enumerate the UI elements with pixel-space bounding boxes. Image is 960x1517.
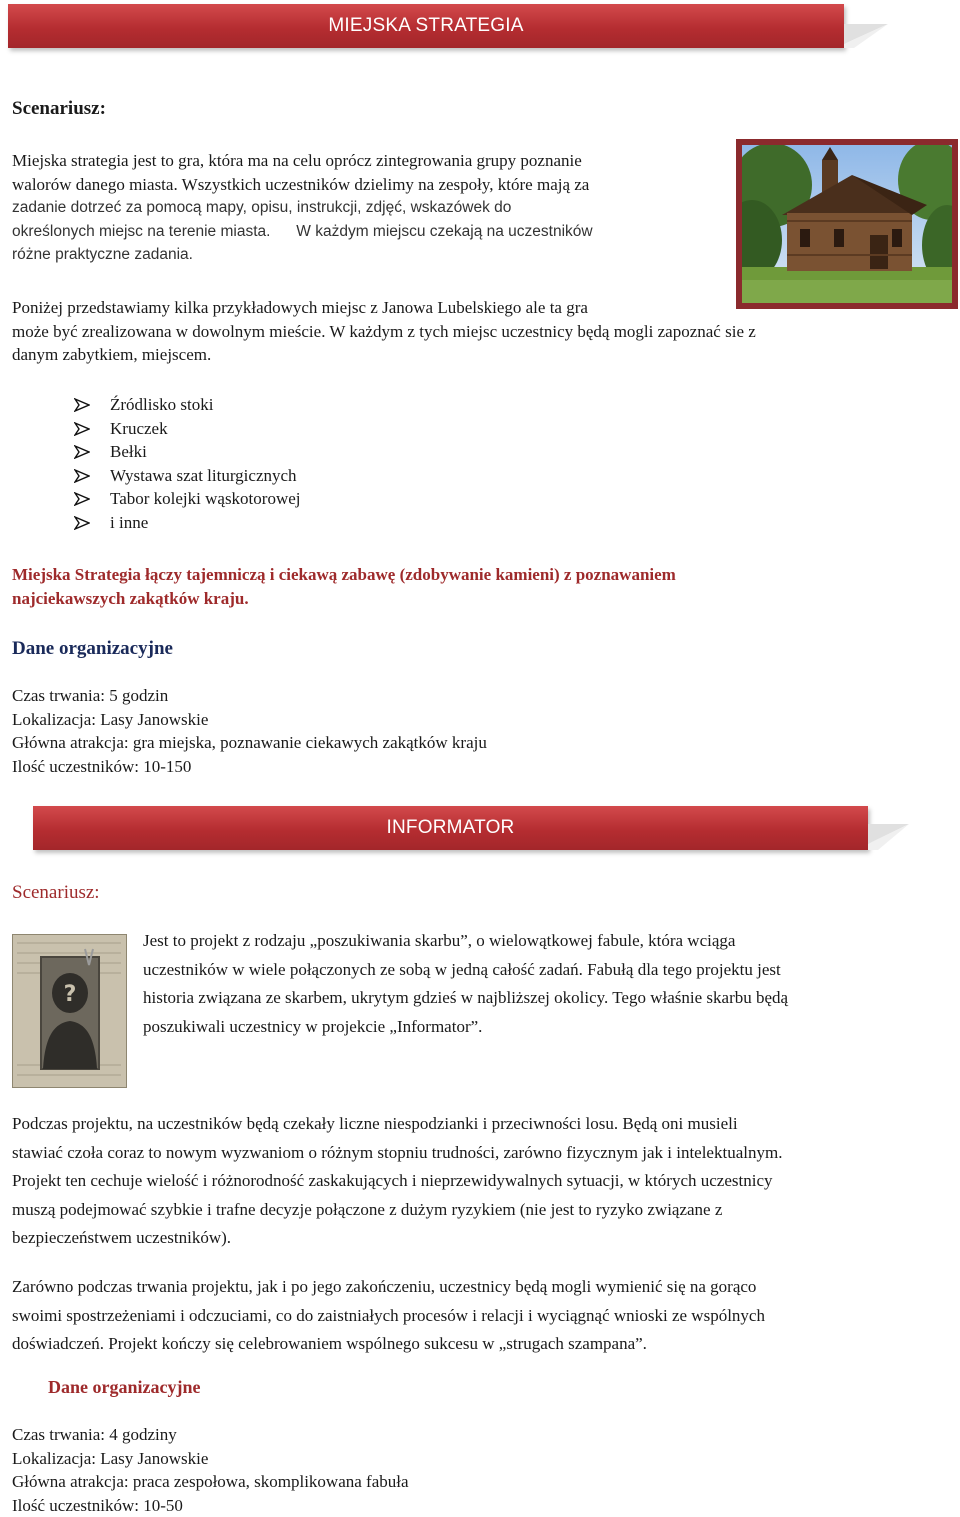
place-name: Bełki <box>110 442 147 461</box>
informator-paragraph-1 <box>12 1110 957 1253</box>
mystery-silhouette-illustration <box>13 935 126 1087</box>
arrowhead-bullet-icon <box>74 398 90 412</box>
paragraph-line: bezpieczeństwem uczestników). <box>12 1224 957 1253</box>
intro-line: uczestników w wiele połączonych ze sobą w jedną całość zadań. Fabułą dla tego projektu jest <box>143 956 943 985</box>
banner-title: INFORMATOR <box>33 806 868 850</box>
org-detail-line: Główna atrakcja: gra miejska, poznawanie ciekawych zakątków kraju <box>12 731 812 755</box>
org-detail-line: Główna atrakcja: praca zespołowa, skomplikowana fabuła <box>12 1470 812 1494</box>
scenario-heading: Scenariusz: <box>12 882 100 904</box>
places-line: Poniżej przedstawiamy kilka przykładowych miejsc z Janowa Lubelskiego ale ta gra <box>12 296 952 320</box>
intro-line: walorów danego miasta. Wszystkich uczestników dzielimy na zespoły, które mają za <box>12 173 732 197</box>
banner-tail-shape <box>868 806 909 850</box>
places-line: danym zabytkiem, miejscem. <box>12 343 952 367</box>
wooden-church-photo <box>736 139 958 309</box>
highlight-line: Miejska Strategia łączy tajemniczą i ciekawą zabawę (zdobywanie kamieni) z poznawaniem <box>12 563 952 587</box>
intro-line: różne praktyczne zadania. <box>12 243 732 267</box>
banner-bar <box>33 806 868 850</box>
place-name: i inne <box>110 513 148 532</box>
list-item <box>12 487 612 511</box>
paragraph-line: Podczas projektu, na uczestników będą czekały liczne niespodzianki i przeciwności losu. Będą oni musieli <box>12 1110 957 1139</box>
list-item <box>12 440 612 464</box>
org-heading: Dane organizacyjne <box>48 1377 200 1398</box>
org-detail-line: Czas trwania: 5 godzin <box>12 684 812 708</box>
place-name: Wystawa szat liturgicznych <box>110 466 297 485</box>
place-name: Kruczek <box>110 419 168 438</box>
intro-paragraph <box>12 149 732 267</box>
list-item <box>12 464 612 488</box>
places-paragraph <box>12 296 952 367</box>
list-item <box>12 417 612 441</box>
arrowhead-bullet-icon <box>74 516 90 530</box>
org-detail-line: Lokalizacja: Lasy Janowskie <box>12 1447 812 1471</box>
section-banner-informator <box>33 806 909 850</box>
org-details <box>12 1423 812 1517</box>
list-item <box>12 511 612 535</box>
intro-line: historia związana ze skarbem, ukrytym gdzieś w najbliższej okolicy. Tego właśnie skarbu będą <box>143 984 943 1013</box>
paragraph-line: stawiać czoła coraz to nowym wyzwaniom o różnym stopniu trudności, zarówno fizycznym jak i intelektualnym. <box>12 1139 957 1168</box>
banner-tail-shape <box>844 4 888 48</box>
list-item <box>12 393 612 417</box>
paragraph-line: swoimi spostrzeżeniami i odczuciami, co do zaistniałych procesów i relacji i wyciągnąć wnioski ze wspólnych <box>12 1302 957 1331</box>
paragraph-line: Projekt ten cechuje wielość i różnorodność zaskakujących i nieprzewidywalnych sytuacji, w których uczestnicy <box>12 1167 957 1196</box>
arrowhead-bullet-icon <box>74 445 90 459</box>
paragraph-line: Zarówno podczas trwania projektu, jak i po jego zakończeniu, uczestnicy będą mogli wymienić się na gorąco <box>12 1273 957 1302</box>
arrowhead-bullet-icon <box>74 492 90 506</box>
banner-title: MIEJSKA STRATEGIA <box>8 4 844 48</box>
place-name: Źródlisko stoki <box>110 395 213 414</box>
places-line: może być zrealizowana w dowolnym mieście. W każdym z tych miejsc uczestnicy będą mogli zapoznać sie z <box>12 320 952 344</box>
org-detail-line: Ilość uczestników: 10-50 <box>12 1494 812 1517</box>
org-detail-line: Ilość uczestników: 10-150 <box>12 755 812 779</box>
church-illustration <box>742 145 952 303</box>
org-heading: Dane organizacyjne <box>12 638 173 660</box>
scenario-heading: Scenariusz: <box>12 98 106 120</box>
org-detail-line: Czas trwania: 4 godziny <box>12 1423 812 1447</box>
highlight-paragraph <box>12 563 952 610</box>
intro-line: Miejska strategia jest to gra, która ma na celu oprócz zintegrowania grupy poznanie <box>12 149 732 173</box>
arrowhead-bullet-icon <box>74 469 90 483</box>
informator-intro <box>143 927 943 1041</box>
places-list <box>12 393 612 534</box>
svg-text:?: ? <box>64 982 77 1007</box>
org-detail-line: Lokalizacja: Lasy Janowskie <box>12 708 812 732</box>
place-name: Tabor kolejki wąskotorowej <box>110 489 301 508</box>
highlight-line: najciekawszych zakątków kraju. <box>12 587 952 611</box>
intro-line: zadanie dotrzeć za pomocą mapy, opisu, instrukcji, zdjęć, wskazówek do <box>12 196 732 220</box>
paragraph-line: doświadczeń. Projekt kończy się celebrowaniem wspólnego sukcesu w „strugach szampana”. <box>12 1330 957 1359</box>
mystery-silhouette-photo <box>12 934 127 1088</box>
section-banner-miejska-strategia <box>8 4 888 48</box>
paragraph-line: muszą podejmować szybkie i trafne decyzje połączone z dużym ryzykiem (nie jest to ryzyko związane z <box>12 1196 957 1225</box>
banner-bar <box>8 4 844 48</box>
intro-line: określonych miejsc na terenie miasta. W każdym miejscu czekają na uczestników <box>12 220 732 244</box>
informator-paragraph-2 <box>12 1273 957 1359</box>
intro-line: poszukiwali uczestnicy w projekcie „Informator”. <box>143 1013 943 1042</box>
org-details <box>12 684 812 778</box>
arrowhead-bullet-icon <box>74 422 90 436</box>
intro-line: Jest to projekt z rodzaju „poszukiwania skarbu”, o wielowątkowej fabule, która wciąga <box>143 927 943 956</box>
